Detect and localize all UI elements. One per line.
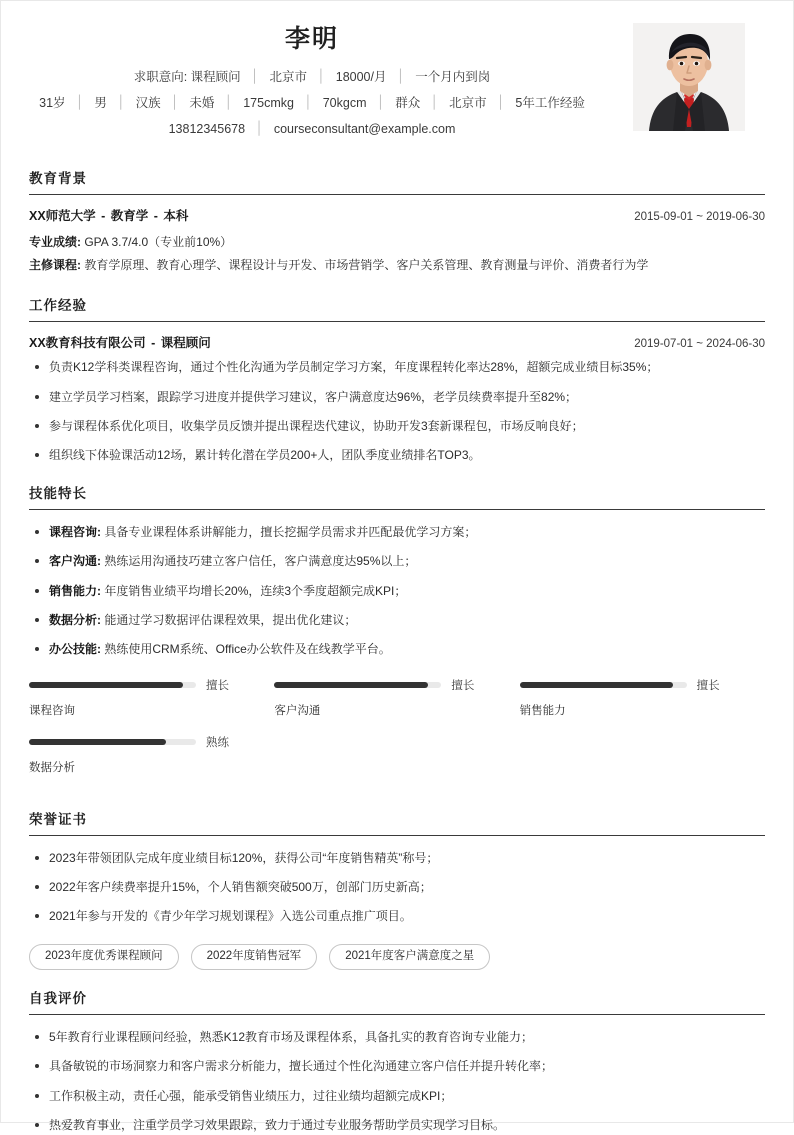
divider-icon: │: [255, 121, 264, 136]
skill-bar-fill: [274, 682, 428, 688]
job-availability: 一个月内到岗: [415, 69, 491, 84]
list-item: 热爱教育事业，注重学员学习效果跟踪，致力于通过专业服务帮助学员实现学习目标。: [29, 1116, 765, 1135]
list-item: [29, 582, 765, 601]
honor-tag[interactable]: 2022年度销售冠军: [191, 944, 318, 971]
info-weight: 70kgcm: [322, 95, 367, 110]
skill-bar-item: [520, 677, 765, 718]
job-intent: 求职意向: 课程顾问: [133, 69, 241, 84]
work-entry-head: [29, 333, 765, 351]
skill-label: 数据分析:: [49, 612, 101, 627]
info-ethnicity: 汉族: [135, 95, 161, 110]
title-dash: -: [150, 208, 162, 223]
personal-info-line: [29, 94, 595, 113]
divider-icon: │: [497, 94, 505, 109]
education-school: XX师范大学: [29, 208, 96, 223]
skill-label: 客户沟通:: [49, 554, 101, 569]
honor-tag[interactable]: 2023年度优秀课程顾问: [29, 944, 179, 971]
list-item: [29, 552, 765, 571]
divider-icon: │: [117, 94, 126, 109]
info-marital: 未婚: [189, 95, 215, 110]
section-honors: [29, 808, 765, 970]
divider-icon: │: [396, 68, 405, 83]
detail-value: 教育学原理、教育心理学、课程设计与开发、市场营销学、客户关系管理、教育测量与评价、消费者行为学: [84, 258, 649, 273]
job-intent-line: [29, 68, 595, 87]
section-skills: [29, 482, 765, 791]
skill-bar-track: [274, 682, 441, 688]
divider-icon: │: [76, 94, 84, 109]
info-age: 31岁: [39, 95, 66, 110]
honors-bullet-list: [29, 849, 765, 927]
education-major: 教育学: [110, 208, 149, 223]
skill-bar-row: [29, 677, 246, 693]
title-dash: -: [147, 336, 159, 351]
divider-icon: │: [171, 94, 179, 109]
skill-bar-level: 擅长: [206, 680, 229, 693]
list-item: 5年教育行业课程顾问经验，熟悉K12教育市场及课程体系，具备扎实的教育咨询专业能力；: [29, 1028, 765, 1047]
list-item: 具备敏锐的市场洞察力和客户需求分析能力，擅长通过个性化沟通建立客户信任并提升转化率；: [29, 1057, 765, 1076]
list-item: [29, 611, 765, 630]
education-detail-gpa: [29, 231, 765, 254]
skill-bar-track: [520, 682, 687, 688]
evaluation-bullet-list: [29, 1028, 765, 1135]
work-position: 课程顾问: [160, 336, 211, 351]
skill-bar-level: 擅长: [696, 680, 720, 693]
skill-bar-track: [29, 739, 196, 745]
contact-email: courseconsultant@example.com: [273, 122, 456, 137]
header-text-block: [29, 23, 595, 140]
divider-icon: │: [317, 68, 326, 83]
section-title-honors: 荣誉证书: [29, 808, 765, 836]
divider-icon: │: [430, 94, 439, 109]
education-entry-head: [29, 206, 765, 224]
skill-bar-row: [274, 677, 491, 693]
education-entry-title: [29, 206, 188, 224]
skill-text: 熟练使用CRM系统、Office办公软件及在线教学平台。: [104, 641, 391, 656]
list-item: 2023年带领团队完成年度业绩目标120%，获得公司“年度销售精英”称号；: [29, 849, 765, 868]
divider-icon: │: [377, 94, 385, 109]
title-dash: -: [97, 208, 109, 223]
list-item: 参与课程体系优化项目，收集学员反馈并提出课程迭代建议，协助开发3套新课程包，市场反响良好；: [29, 417, 765, 436]
skill-label: 销售能力:: [49, 583, 101, 598]
skill-text: 年度销售业绩平均增长20%，连续3个季度超额完成KPI；: [104, 583, 407, 598]
skill-bar-group: [29, 677, 765, 791]
section-body-education: [29, 195, 765, 278]
skill-bar-row: [29, 734, 246, 750]
section-body-skills: [29, 510, 765, 791]
work-entry-title: [29, 333, 211, 351]
detail-label: 专业成绩:: [29, 234, 81, 249]
section-body-honors: [29, 836, 765, 970]
list-item: [29, 640, 765, 659]
skill-bar-track: [29, 682, 196, 688]
skill-bar-item: [29, 677, 274, 718]
list-item: 建立学员学习档案，跟踪学习进度并提供学习建议，客户满意度达96%，老学员续费率提升至82%；: [29, 388, 765, 407]
education-date: 2015-09-01 ~ 2019-06-30: [634, 210, 765, 223]
skill-label: 课程咨询:: [49, 525, 101, 540]
info-residence: 北京市: [449, 95, 487, 110]
list-item: [29, 523, 765, 542]
section-title-evaluation: 自我评价: [29, 987, 765, 1015]
skill-bar-item: [274, 677, 519, 718]
education-detail-courses: [29, 254, 765, 277]
list-item: 2022年客户续费率提升15%，个人销售额突破500万，创部门历史新高；: [29, 878, 765, 897]
skill-bar-name: 数据分析: [29, 762, 75, 775]
skills-bullet-list: [29, 523, 765, 659]
contact-phone: 13812345678: [168, 122, 246, 137]
info-height: 175cmkg: [243, 95, 294, 110]
info-gender: 男: [94, 95, 107, 110]
skill-bar-item: [29, 734, 274, 775]
skill-bar-fill: [29, 739, 166, 745]
list-item: 负责K12学科类课程咨询，通过个性化沟通为学员制定学习方案，年度课程转化率达28%，超额完成业绩目标35%；: [29, 358, 765, 377]
section-work-experience: [29, 294, 765, 465]
list-item: 工作积极主动，责任心强，能承受销售业绩压力，过往业绩均超额完成KPI；: [29, 1087, 765, 1106]
resume-header: [29, 1, 765, 150]
list-item: 组织线下体验课活动12场，累计转化潜在学员200+人，团队季度业绩排名TOP3。: [29, 446, 765, 465]
education-degree: 本科: [163, 208, 189, 223]
avatar: [633, 23, 745, 131]
section-body-work: [29, 322, 765, 465]
detail-value: GPA 3.7/4.0（专业前10%）: [84, 234, 233, 249]
honor-tag[interactable]: 2021年度客户满意度之星: [329, 944, 490, 971]
skill-label: 办公技能:: [49, 641, 101, 656]
divider-icon: │: [304, 94, 313, 109]
skill-text: 具备专业课程体系讲解能力，擅长挖掘学员需求并匹配最优学习方案；: [104, 525, 477, 540]
section-education: [29, 167, 765, 278]
divider-icon: │: [251, 68, 259, 83]
section-title-work: 工作经验: [29, 294, 765, 322]
section-body-evaluation: [29, 1015, 765, 1135]
section-title-skills: 技能特长: [29, 482, 765, 510]
info-experience: 5年工作经验: [515, 95, 585, 110]
divider-icon: │: [224, 94, 233, 109]
work-company: XX教育科技有限公司: [29, 336, 146, 351]
skill-bar-name: 客户沟通: [274, 705, 321, 718]
section-self-evaluation: [29, 987, 765, 1135]
skill-bar-name: 课程咨询: [29, 705, 75, 718]
honor-tag-group: [29, 944, 765, 971]
list-item: 2021年参与开发的《青少年学习规划课程》入选公司重点推广项目。: [29, 907, 765, 926]
job-city: 北京市: [269, 69, 307, 84]
skill-bar-level: 熟练: [206, 737, 229, 750]
contact-line: [29, 120, 595, 139]
work-date: 2019-07-01 ~ 2024-06-30: [634, 338, 765, 351]
skill-bar-level: 擅长: [451, 680, 475, 693]
section-title-education: 教育背景: [29, 167, 765, 195]
skill-bar-fill: [29, 682, 183, 688]
skill-text: 能通过学习数据评估课程效果，提出优化建议；: [104, 612, 357, 627]
skill-bar-row: [520, 677, 737, 693]
skill-bar-name: 销售能力: [519, 705, 566, 718]
job-salary: 18000/月: [335, 69, 387, 84]
page-title: 李明: [284, 25, 339, 53]
skill-bar-fill: [520, 682, 674, 688]
skill-text: 熟练运用沟通技巧建立客户信任，客户满意度达95%以上；: [104, 554, 417, 569]
detail-label: 主修课程:: [29, 258, 81, 273]
work-bullet-list: [29, 358, 765, 465]
info-political: 群众: [395, 95, 421, 110]
